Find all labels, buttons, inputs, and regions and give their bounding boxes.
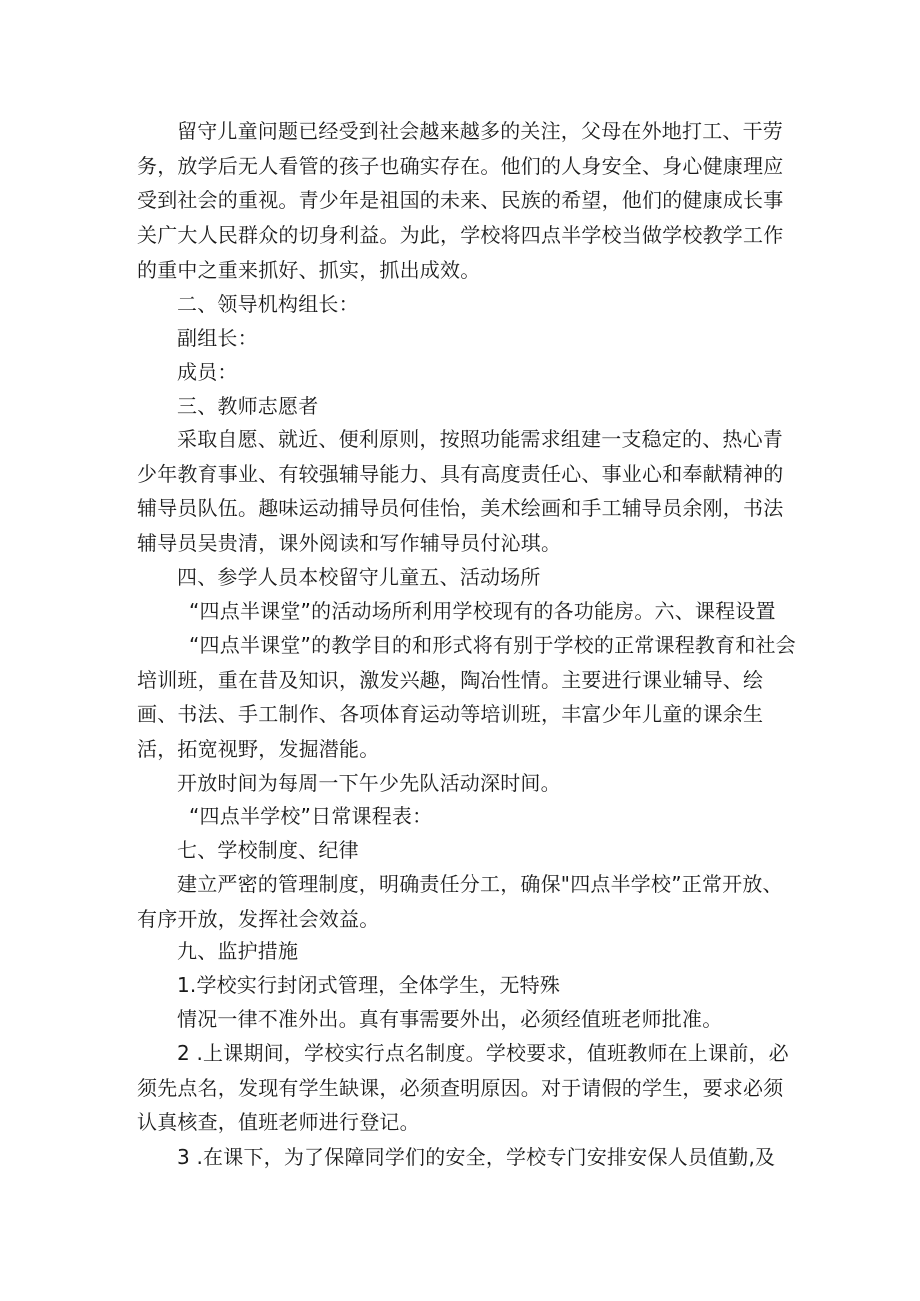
- intro-paragraph: 留守儿童问题已经受到社会越来越多的关注，父母在外地打工、干劳务，放学后无人看管的孩子也确实存在。他们的人身安全、身心健康理应受到社会的重视。青少年是祖国的未来、民族的希望，他们的健康成长事关广大人民群众的切身利益。为此，学校将四点半学校当做学校教学工作的重中之重来抓好、抓实，抓出成效。: [137, 119, 784, 282]
- section-heading-leadership: 二、领导机构组长：: [177, 292, 359, 316]
- venue-paragraph: “四点半课堂”的活动场所利用学校现有的各功能房。六、课程设置: [189, 599, 776, 623]
- curriculum-paragraph: “四点半课堂”的教学目的和形式将有别于学校的正常课程教育和社会培训班，重在昔及知识，激发兴趣，陶冶性情。主要进行课业辅导、绘画、书法、手工制作、各项体育运动等培训班，丰富少年儿童的课余生活，拓宽视野，发掘潜能。: [137, 633, 796, 762]
- section-heading-supervision: 九、监护措施: [177, 939, 299, 963]
- members-line: 成员：: [177, 360, 238, 384]
- section-heading-participants: 四、参学人员本校留守儿童五、活动场所: [177, 565, 541, 589]
- measure-2-paragraph: 2 .上课期间，学校实行点名制度。学校要求，值班教师在上课前，必须先点名，发现有学生缺课，必须查明原因。对于请假的学生，要求必须认真核查，值班老师进行登记。: [137, 1041, 789, 1135]
- measure-1-continuation: 情况一律不准外出。真有事需要外出，必须经值班老师批准。: [177, 1007, 723, 1031]
- measure-1-line: 1.学校实行封闭式管理，全体学生，无特殊: [177, 973, 561, 997]
- section-heading-rules: 七、学校制度、纪律: [177, 838, 359, 862]
- opening-time-line: 开放时间为每周一下午少先队活动深时间。: [177, 771, 561, 795]
- volunteers-paragraph: 采取自愿、就近、便利原则，按照功能需求组建一支稳定的、热心青少年教育事业、有较强辅导能力、具有高度责任心、事业心和奉献精神的辅导员队伍。趣味运动捕导员何佳怡，美术绘画和手工辅导员余刚，书法辅导员吴贵清，课外阅读和写作辅导员付沁琪。: [137, 427, 784, 556]
- deputy-leader-line: 副组长：: [177, 326, 258, 350]
- measure-3-line: 3 .在课下，为了保障同学们的安全，学校专门安排安保人员值勤,及: [177, 1145, 776, 1169]
- section-heading-volunteers: 三、教师志愿者: [177, 394, 319, 418]
- schedule-title-line: “四点半学校”日常课程表：: [189, 804, 433, 828]
- rules-paragraph: 建立严密的管理制度，明确责任分工，确保"四点半学校”正常开放、有序开放，发挥社会效益。: [137, 872, 783, 931]
